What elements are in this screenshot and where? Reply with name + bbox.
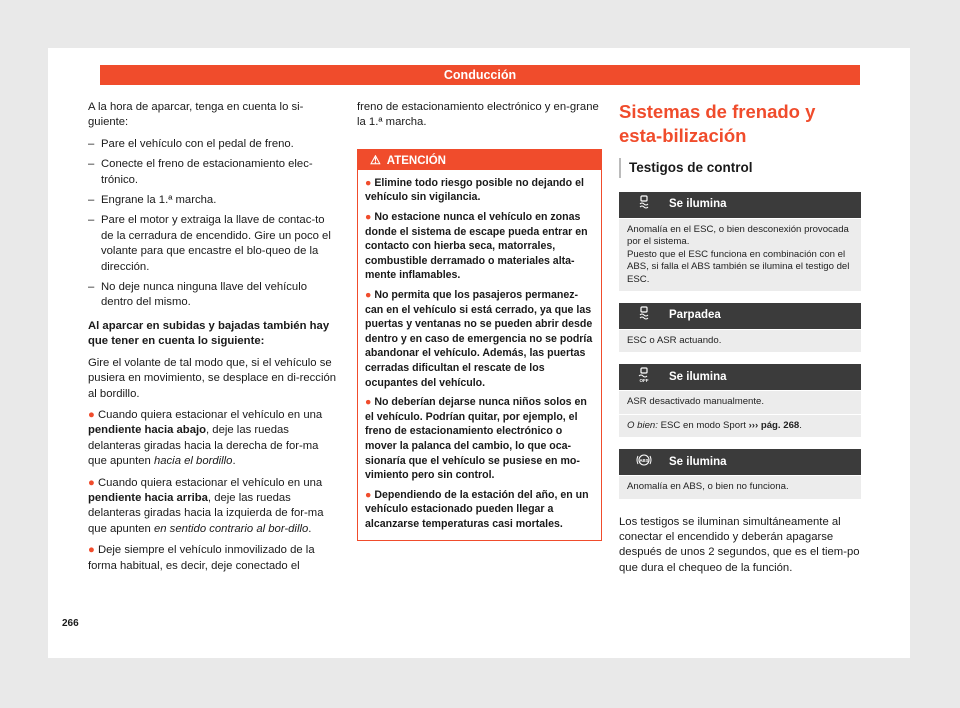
bullet-text: . — [232, 455, 236, 468]
warning-title: ATENCIÓN — [386, 154, 446, 167]
bullet-icon: ● — [365, 288, 372, 301]
warning-item — [365, 395, 594, 483]
warning-header — [358, 150, 601, 170]
bullet-italic: hacia el bordillo — [153, 455, 233, 468]
indicator-description: ASR desactivado manualmente. — [619, 390, 861, 413]
bullet-icon: ● — [88, 408, 95, 421]
indicator-state: Se ilumina — [669, 370, 727, 383]
indicator-esc-blink — [619, 303, 861, 352]
indicator-italic: O bien: — [627, 419, 658, 431]
warning-item — [365, 210, 594, 283]
list-item: – No deje nunca ninguna llave del vehículo dentro del mismo. — [88, 280, 338, 311]
indicator-esc-off — [619, 364, 861, 437]
bullet-text: , deje las ruedas delanteras giradas hacia la izquierda de for-ma que apunten — [88, 491, 324, 535]
indicator-description: ESC o ASR actuando. — [619, 329, 861, 352]
warning-item — [365, 488, 594, 532]
warning-text: No deberían dejarse nunca niños solos en el vehículo. Podrían quitar, por ejemplo, el freno de estacionamiento electrónico o mover la palanca del cambio, lo que oca-sionaría que el vehículo se pusiese en mo-vimiento pero sin control. — [365, 396, 587, 482]
list-item: – Pare el vehículo con el pedal de freno. — [88, 137, 338, 152]
column-3 — [619, 100, 861, 582]
list-item: – Engrane la 1.ª marcha. — [88, 193, 338, 208]
bullet-icon: ● — [88, 476, 95, 489]
warning-box — [357, 149, 602, 542]
esc-off-icon — [619, 367, 669, 388]
bullet-icon: ● — [365, 211, 372, 223]
slope-text: Gire el volante de tal modo que, si el vehículo se pusiera en movimiento, se desplace en di-rección al bordillo. — [88, 356, 337, 400]
indicator-state: Se ilumina — [669, 455, 727, 468]
bullet-downhill — [88, 408, 338, 470]
warning-text: No estacione nunca el vehículo en zonas donde el sistema de escape pueda entrar en contacto con hierba seca, matorrales, combustible derramado o materiales alta-mente inflamables. — [365, 211, 588, 282]
bullet-text: Cuando quiera estacionar el vehículo en una — [97, 476, 323, 489]
list-item: – Conecte el freno de estacionamiento elec-trónico. — [88, 157, 338, 188]
abs-icon — [619, 453, 669, 472]
bullet-icon: ● — [365, 176, 372, 189]
bullet-immobilize — [88, 543, 338, 574]
indicator-header — [619, 303, 861, 329]
indicator-state: Se ilumina — [669, 198, 727, 211]
indicator-abs — [619, 449, 861, 498]
indicator-text: ESC en modo Sport — [657, 419, 749, 431]
warning-text: Elimine todo riesgo posible no dejando el vehículo sin vigilancia. — [365, 176, 584, 204]
bullet-italic: en sentido contrario al bor-dillo — [153, 522, 309, 535]
esc-icon — [619, 195, 669, 214]
bullet-bold: pendiente hacia arriba — [88, 491, 208, 504]
column-1 — [88, 100, 338, 580]
section-title: Sistemas de frenado y esta-bilización — [619, 101, 816, 146]
indicator-description — [619, 414, 861, 437]
indicator-state: Parpadea — [669, 309, 721, 322]
bullet-text: Cuando quiera estacionar el vehículo en una — [97, 408, 323, 421]
bullet-text: . — [308, 522, 312, 535]
warning-text: No permita que los pasajeros permanez-can en el vehículo si está cerrado, ya que las puertas y ventanas no se pueden abrir desde dentro y en caso de emergencia no se podría abandonar el vehículo. Además, las puertas cerradas dificultan el rescate de los ocupantes del vehículo. — [365, 288, 593, 389]
continuation-text: freno de estacionamiento electrónico y en-grane la 1.ª marcha. — [357, 101, 599, 129]
page-reference-link[interactable]: ››› pág. 268 — [748, 419, 800, 431]
esc-icon — [619, 306, 669, 325]
svg-text:ABS: ABS — [639, 457, 649, 463]
warning-item — [365, 176, 594, 205]
bullet-icon: ● — [365, 488, 372, 501]
bullet-icon: ● — [88, 544, 95, 557]
list-item: – Pare el motor y extraiga la llave de contac-to de la cerradura de encendido. Gire un poco el volante para que encastre el blo-queo de la dirección. — [88, 213, 338, 275]
indicator-header — [619, 192, 861, 218]
warning-item — [365, 288, 594, 390]
subsection-title: Testigos de control — [619, 158, 861, 178]
bullet-text: , deje las ruedas delanteras giradas hacia la derecha de for-ma que apunten — [88, 424, 319, 468]
warning-icon: ⚠ — [370, 152, 381, 167]
indicator-esc-on — [619, 192, 861, 291]
column-2 — [357, 100, 602, 541]
slope-heading: Al aparcar en subidas y bajadas también hay que tener en cuenta lo siguiente: — [88, 319, 330, 348]
svg-text:OFF: OFF — [639, 377, 649, 383]
chapter-header: Conducción — [100, 65, 860, 85]
page-number: 266 — [62, 618, 79, 629]
indicator-description: Anomalía en ABS, o bien no funciona. — [619, 475, 861, 498]
closing-text: Los testigos se iluminan simultáneamente al conectar el encendido y deberán apagarse después de unos 2 segundos, que es el tiem-po que dura el chequeo de la función. — [619, 515, 860, 574]
intro-text: A la hora de aparcar, tenga en cuenta lo si-guiente: — [88, 101, 304, 129]
bullet-bold: pendiente hacia abajo — [88, 424, 207, 437]
indicator-header — [619, 449, 861, 475]
indicator-header — [619, 364, 861, 390]
bullet-text: Deje siempre el vehículo inmovilizado de la forma habitual, es decir, deje conectado el — [88, 544, 315, 572]
warning-text: Dependiendo de la estación del año, en un vehículo estacionado pueden llegar a alcanzarse temperaturas casi mortales. — [365, 488, 589, 530]
indicator-description: Anomalía en el ESC, o bien desconexión provocada por el sistema. Puesto que el ESC funciona en combinación con el ABS, si falla el ABS también se ilumina el testigo del ESC. — [619, 218, 861, 291]
bullet-icon: ● — [365, 396, 372, 409]
indicator-text: . — [799, 419, 802, 431]
warning-body — [358, 170, 601, 541]
bullet-uphill — [88, 476, 338, 538]
